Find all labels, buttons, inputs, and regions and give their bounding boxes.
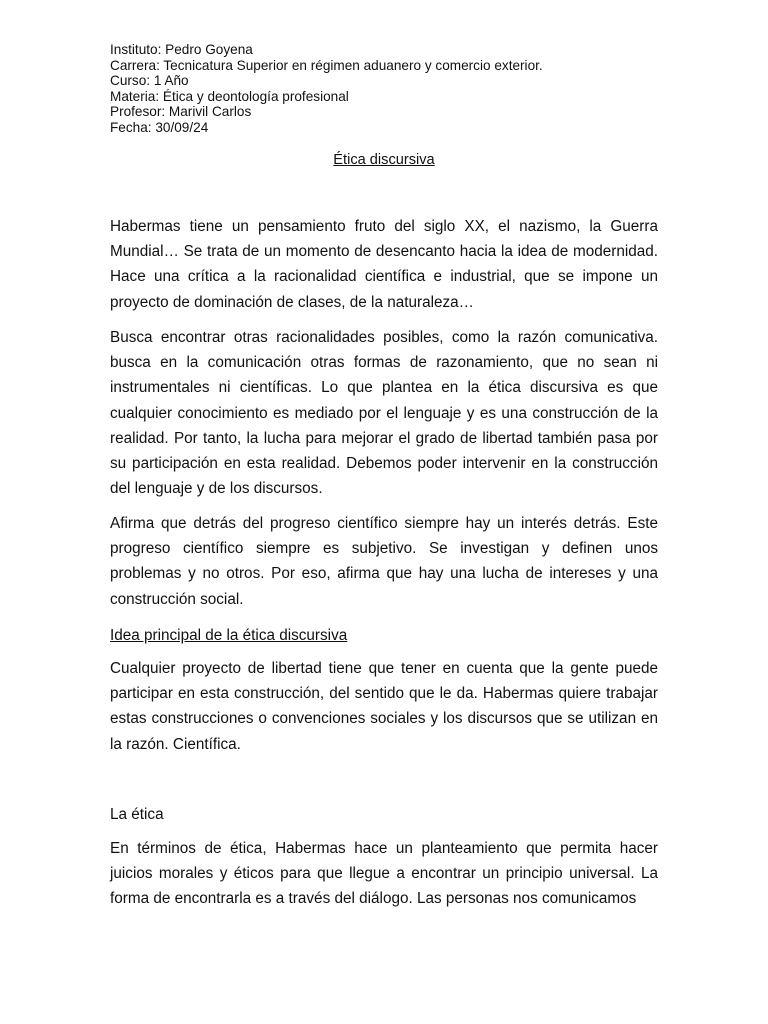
paragraph-5: En términos de ética, Habermas hace un planteamiento que permita hacer juicios morales y éticos para que llegue a encontrar un principio universal. La forma de encontrarla es a través del diálogo. Las personas nos comunicamos bbox=[110, 840, 658, 908]
paragraph-3: Afirma que detrás del progreso científico siempre hay un interés detrás. Este progreso científico siempre es subjetivo. Se investigan y definen unos problemas y no otros. Por eso, afirma que hay una lucha de intereses y una construcción social. bbox=[110, 515, 658, 608]
document-header bbox=[110, 42, 670, 135]
subheading-ethics: La ética bbox=[110, 806, 164, 823]
header-professor: Profesor: Marivil Carlos bbox=[110, 104, 252, 119]
document-title-text: Ética discursiva bbox=[333, 152, 435, 168]
header-course: Curso: 1 Año bbox=[110, 73, 189, 88]
paragraph-4: Cualquier proyecto de libertad tiene que tener en cuenta que la gente puede participar en esta construcción, del sentido que le da. Habermas quiere trabajar estas construcciones o convenciones sociales y los discursos que se utilizan en la razón. Científica. bbox=[110, 660, 658, 753]
header-subject: Materia: Ética y deontología profesional bbox=[110, 88, 349, 104]
document-title bbox=[0, 151, 768, 169]
paragraph-2: Busca encontrar otras racionalidades posibles, como la razón comunicativa. busca en la comunicación otras formas de razonamiento, que no sean ni instrumentales ni científicas. Lo que plantea en la ética discursiva es que cualquier conocimiento es mediado por el lenguaje y es una construcción de la realidad. Por tanto, la lucha para mejorar el grado de libertad también pasa por su participación en esta realidad. Debemos poder intervenir en la construcción del lenguaje y de los discursos. bbox=[110, 329, 658, 498]
header-career: Carrera: Tecnicatura Superior en régimen aduanero y comercio exterior. bbox=[110, 57, 543, 73]
header-date: Fecha: 30/09/24 bbox=[110, 119, 209, 135]
subheading-main-idea: Idea principal de la ética discursiva bbox=[110, 627, 348, 644]
paragraph-1: Habermas tiene un pensamiento fruto del siglo XX, el nazismo, la Guerra Mundial… Se trata de un momento de desencanto hacia la idea de modernidad. Hace una crítica a la racionalidad científica e industrial, que se impone un proyecto de dominación de clases, de la naturaleza… bbox=[110, 218, 658, 311]
header-institute: Instituto: Pedro Goyena bbox=[110, 42, 253, 57]
